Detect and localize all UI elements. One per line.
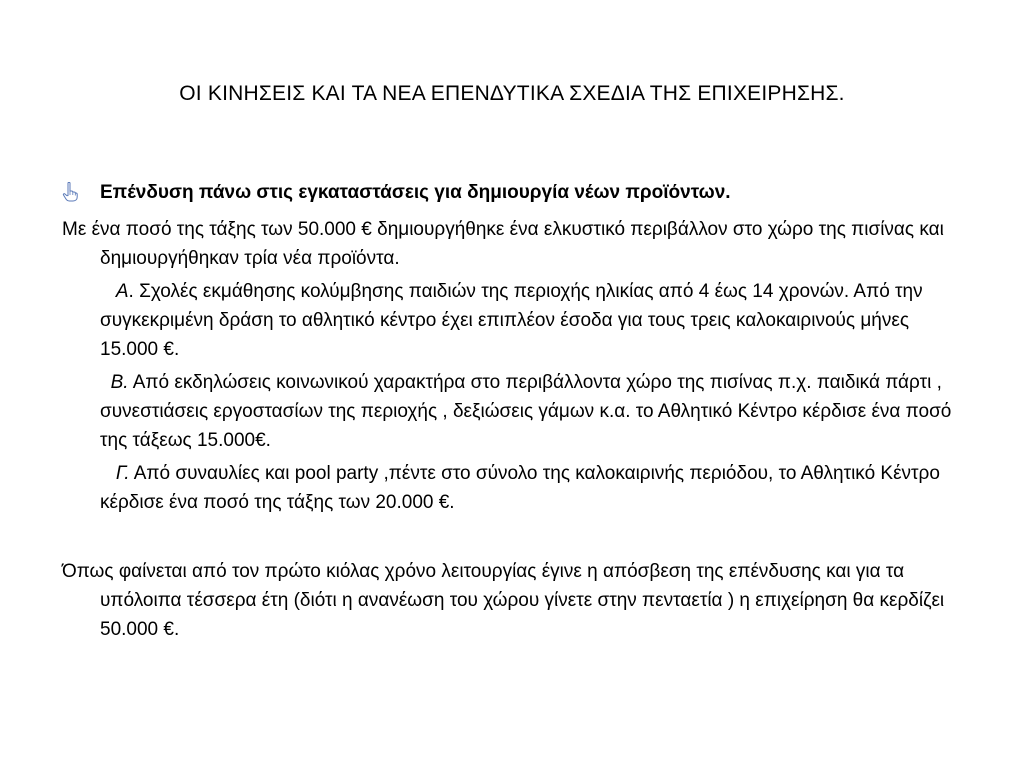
paragraph-conclusion: Όπως φαίνεται από τον πρώτο κιόλας χρόνο λειτουργίας έγινε η απόσβεση της επένδυσης και για τα υπόλοιπα τέσσερα έτη (διότι η ανανέωση του χώρου γίνετε στην πενταετία ) η επιχείρηση θα κερδίζει 50.000 €. [62,561,945,640]
spacer [62,517,962,557]
pointing-hand-icon [62,182,78,202]
paragraph-investment: Με ένα ποσό της τάξης των 50.000 € δημιουργήθηκε ένα ελκυστικό περιβάλλον στο χώρο της πισίνας και δημιουργήθηκαν τρία νέα προϊόντα. [62,219,944,269]
bullet-text: Επένδυση πάνω στις εγκαταστάσεις για δημιουργία νέων προϊόντων. [100,182,731,203]
item-a-label: Α [115,281,129,302]
item-a [62,277,962,364]
slide-body [62,178,962,644]
bullet-item [62,178,962,207]
item-c-label: Γ. [115,463,130,484]
slide-title: ΟΙ ΚΙΝΗΣΕΙΣ ΚΑΙ ΤΑ ΝΕΑ ΕΠΕΝΔΥΤΙΚΑ ΣΧΕΔΙΑ ΤΗΣ ΕΠΙΧΕΙΡΗΣΗΣ. [179,82,845,105]
item-c [62,459,962,517]
item-b-label: Β. [110,372,129,393]
item-c-text: Από συναυλίες και pool party ,πέντε στο σύνολο της καλοκαιρινής περιόδου, το Αθλητικό Κέντρο κέρδισε ένα ποσό της τάξης των 20.000 €. [100,463,940,513]
item-a-text: . Σχολές εκμάθησης κολύμβησης παιδιών της περιοχής ηλικίας από 4 έως 14 χρονών. Από την συγκεκριμένη δράση το αθλητικό κέντρο έχει επιπλέον έσοδα για τους τρεις καλοκαιρινούς μήνες 15.000 €. [100,281,923,360]
item-b-text: Από εκδηλώσεις κοινωνικού χαρακτήρα στο περιβάλλοντα χώρο της πισίνας π.χ. παιδικά πάρτι , συνεστιάσεις εργοστασίων της περιοχής , δεξιώσεις γάμων κ.α. το Αθλητικό Κέντρο κέρδισε ένα ποσό της τάξεως 15.000€. [100,372,952,451]
item-b [62,368,962,455]
